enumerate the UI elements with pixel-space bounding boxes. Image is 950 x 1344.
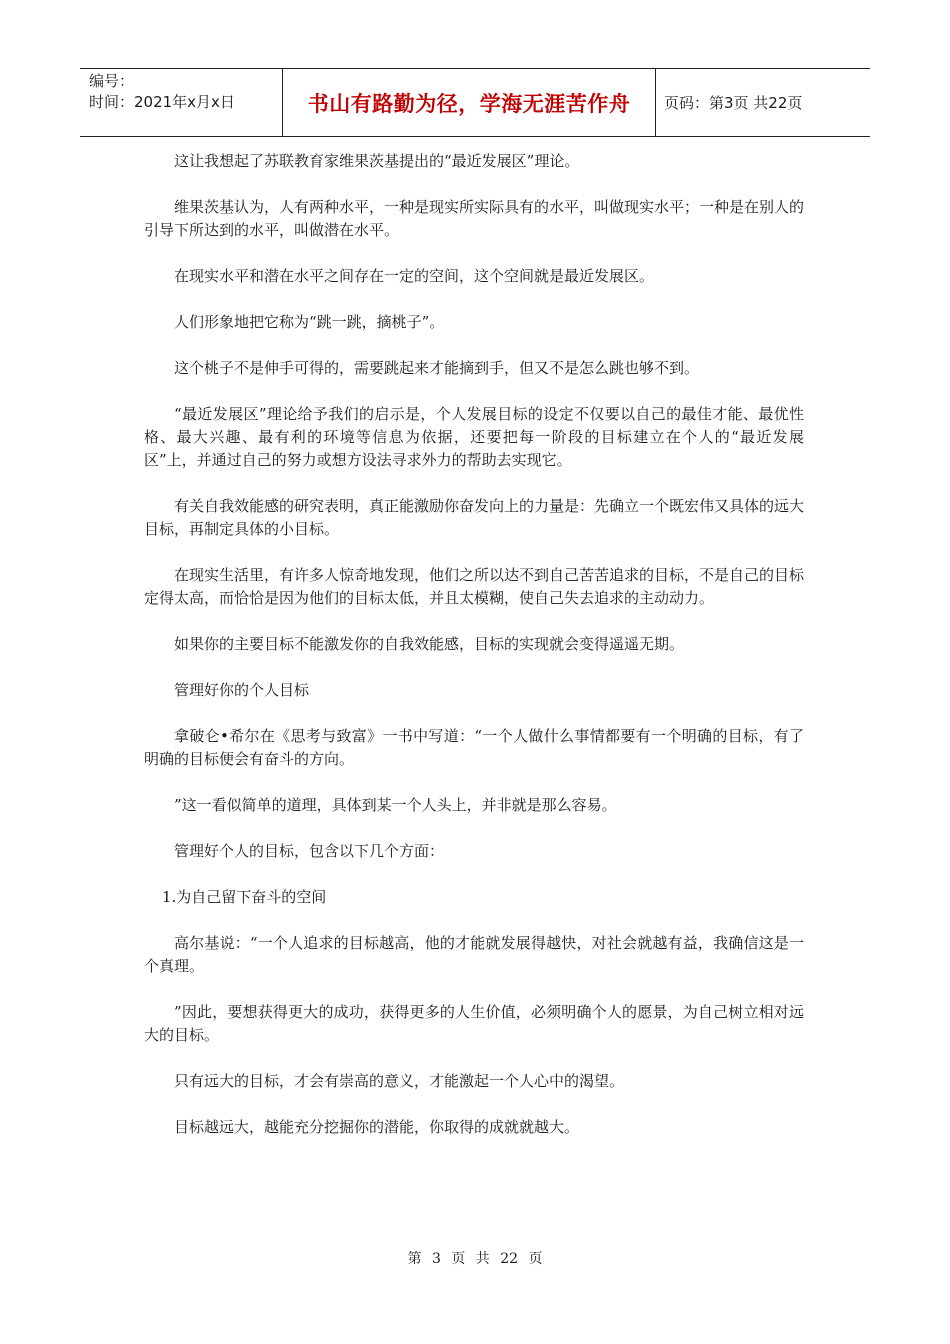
footer-total-number: 22 [500,1251,519,1267]
header-page-info: 页码：第3页 共22页 [664,94,803,112]
paragraph: 目标越远大，越能充分挖掘你的潜能，你取得的成就就越大。 [174,1118,580,1136]
footer-page-number: 3 [431,1251,441,1267]
paragraph: 这个桃子不是伸手可得的，需要跳起来才能摘到手，但又不是怎么跳也够不到。 [174,359,700,377]
paragraph: 如果你的主要目标不能激发你的自我效能感，目标的实现就会变得遥遥无期。 [174,635,685,653]
footer-total-suffix: 页 [528,1251,543,1267]
footer-page-prefix: 第 [407,1251,422,1267]
paragraph: 在现实生活里，有许多人惊奇地发现，他们之所以达不到自己苦苦追求的目标，不是自己的目标定得太高，而恰恰是因为他们的目标太低，并且太模糊，使自己失去追求的主动动力。 [144,566,805,607]
paragraph: 有关自我效能感的研究表明，真正能激励你奋发向上的力量是：先确立一个既宏伟又具体的远大目标，再制定具体的小目标。 [144,497,805,538]
header-motto: 书山有路勤为径，学海无涯苦作舟 [283,69,656,136]
document-number-label: 编号： [89,72,135,90]
paragraph: ”这一看似简单的道理，具体到某一个人头上，并非就是那么容易。 [174,796,617,814]
footer-page-mid: 页 [451,1251,466,1267]
document-date-label: 时间：2021年x月x日 [89,93,235,111]
document-body [144,150,804,1162]
page-header [80,68,870,137]
paragraph: 在现实水平和潜在水平之间存在一定的空间，这个空间就是最近发展区。 [174,267,655,285]
paragraph: “最近发展区”理论给予我们的启示是，个人发展目标的设定不仅要以自己的最佳才能、最优性格、最大兴趣、最有利的环境等信息为依据，还要把每一阶段的目标建立在个人的“最近发展区”上，并通过自己的努力或想方设法寻求外力的帮助去实现它。 [144,405,804,469]
header-meta [80,69,283,136]
paragraph: 维果茨基认为，人有两种水平，一种是现实所实际具有的水平，叫做现实水平；一种是在别人的引导下所达到的水平，叫做潜在水平。 [144,198,805,239]
footer-total-prefix: 共 [475,1251,490,1267]
paragraph: 高尔基说：“一个人追求的目标越高，他的才能就发展得越快，对社会就越有益，我确信这是一个真理。 [144,934,804,975]
list-item-heading: 1.为自己留下奋斗的空间 [162,888,327,906]
paragraph: 只有远大的目标，才会有崇高的意义，才能激起一个人心中的渴望。 [174,1072,625,1090]
paragraph: 拿破仑•希尔在《思考与致富》一书中写道：“一个人做什么事情都要有一个明确的目标，有了明确的目标便会有奋斗的方向。 [144,727,804,768]
section-heading: 管理好你的个人目标 [174,681,310,699]
paragraph: 这让我想起了苏联教育家维果茨基提出的“最近发展区”理论。 [174,152,580,170]
paragraph: ”因此，要想获得更大的成功，获得更多的人生价值，必须明确个人的愿景，为自己树立相对远大的目标。 [144,1003,804,1044]
paragraph: 管理好个人的目标，包含以下几个方面： [174,842,445,860]
paragraph: 人们形象地把它称为“跳一跳，摘桃子”。 [174,313,445,331]
page-footer [0,1248,950,1268]
